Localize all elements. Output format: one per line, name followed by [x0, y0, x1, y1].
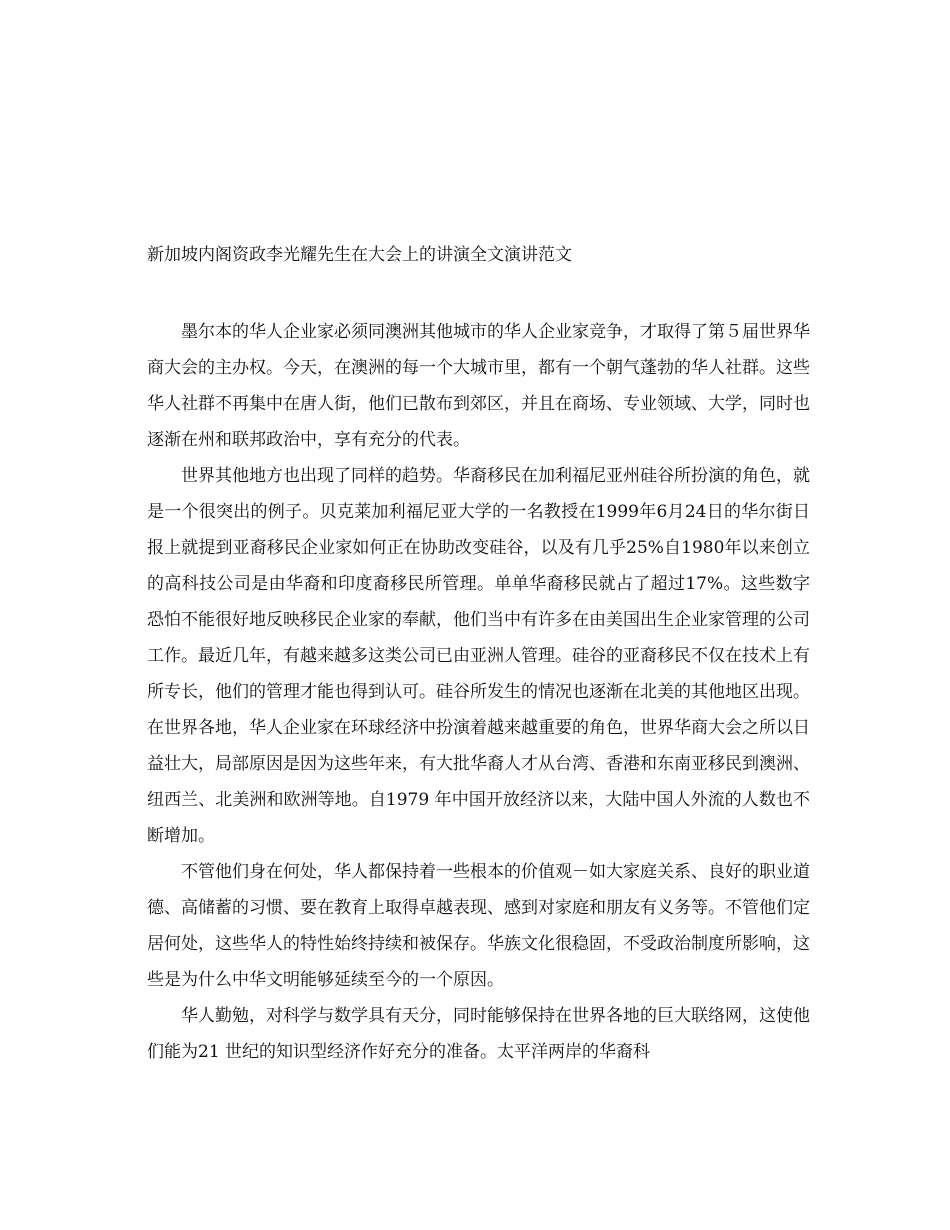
document-title: 新加坡内阁资政李光耀先生在大会上的讲演全文演讲范文	[147, 245, 572, 265]
paragraph-4: 华人勤勉，对科学与数学具有天分，同时能够保持在世界各地的巨大联络网，这使他们能为21 世纪的知识型经济作好充分的准备。太平洋两岸的华裔科	[147, 1006, 810, 1062]
paragraph-1: 墨尔本的华人企业家必须同澳洲其他城市的华人企业家竞争，才取得了第５届世界华商大会的主办权。今天，在澳洲的每一个大城市里，都有一个朝气蓬勃的华人社群。这些华人社群不再集中在唐人街，他们已散布到郊区，并且在商场、专业领域、大学，同时也逐渐在州和联邦政治中，享有充分的代表。	[147, 322, 810, 450]
document-body	[147, 314, 810, 1070]
paragraph-2: 世界其他地方也出现了同样的趋势。华裔移民在加利福尼亚州硅谷所扮演的角色，就是一个很突出的例子。贝克莱加利福尼亚大学的一名教授在1999年6月24日的华尔街日报上就提到亚裔移民企业家如何正在协助改变硅谷，以及有几乎25%自1980年以来创立的高科技公司是由华裔和印度裔移民所管理。单单华裔移民就占了超过17%。这些数字恐怕不能很好地反映移民企业家的奉献，他们当中有许多在由美国出生企业家管理的公司工作。最近几年，有越来越多这类公司已由亚洲人管理。硅谷的亚裔移民不仅在技术上有所专长，他们的管理才能也得到认可。硅谷所发生的情况也逐渐在北美的其他地区出现。在世界各地，华人企业家在环球经济中扮演着越来越重要的角色，世界华商大会之所以日益壮大，局部原因是因为这些年来，有大批华裔人才从台湾、香港和东南亚移民到澳洲、纽西兰、北美洲和欧洲等地。自1979 年中国开放经济以来，大陆中国人外流的人数也不断增加。	[147, 466, 810, 846]
paragraph-3: 不管他们身在何处，华人都保持着一些根本的价值观－如大家庭关系、良好的职业道德、高储蓄的习惯、要在教育上取得卓越表现、感到对家庭和朋友有义务等。不管他们定居何处，这些华人的特性始终持续和被保存。华族文化很稳固，不受政治制度所影响，这些是为什么中华文明能够延续至今的一个原因。	[147, 862, 810, 990]
